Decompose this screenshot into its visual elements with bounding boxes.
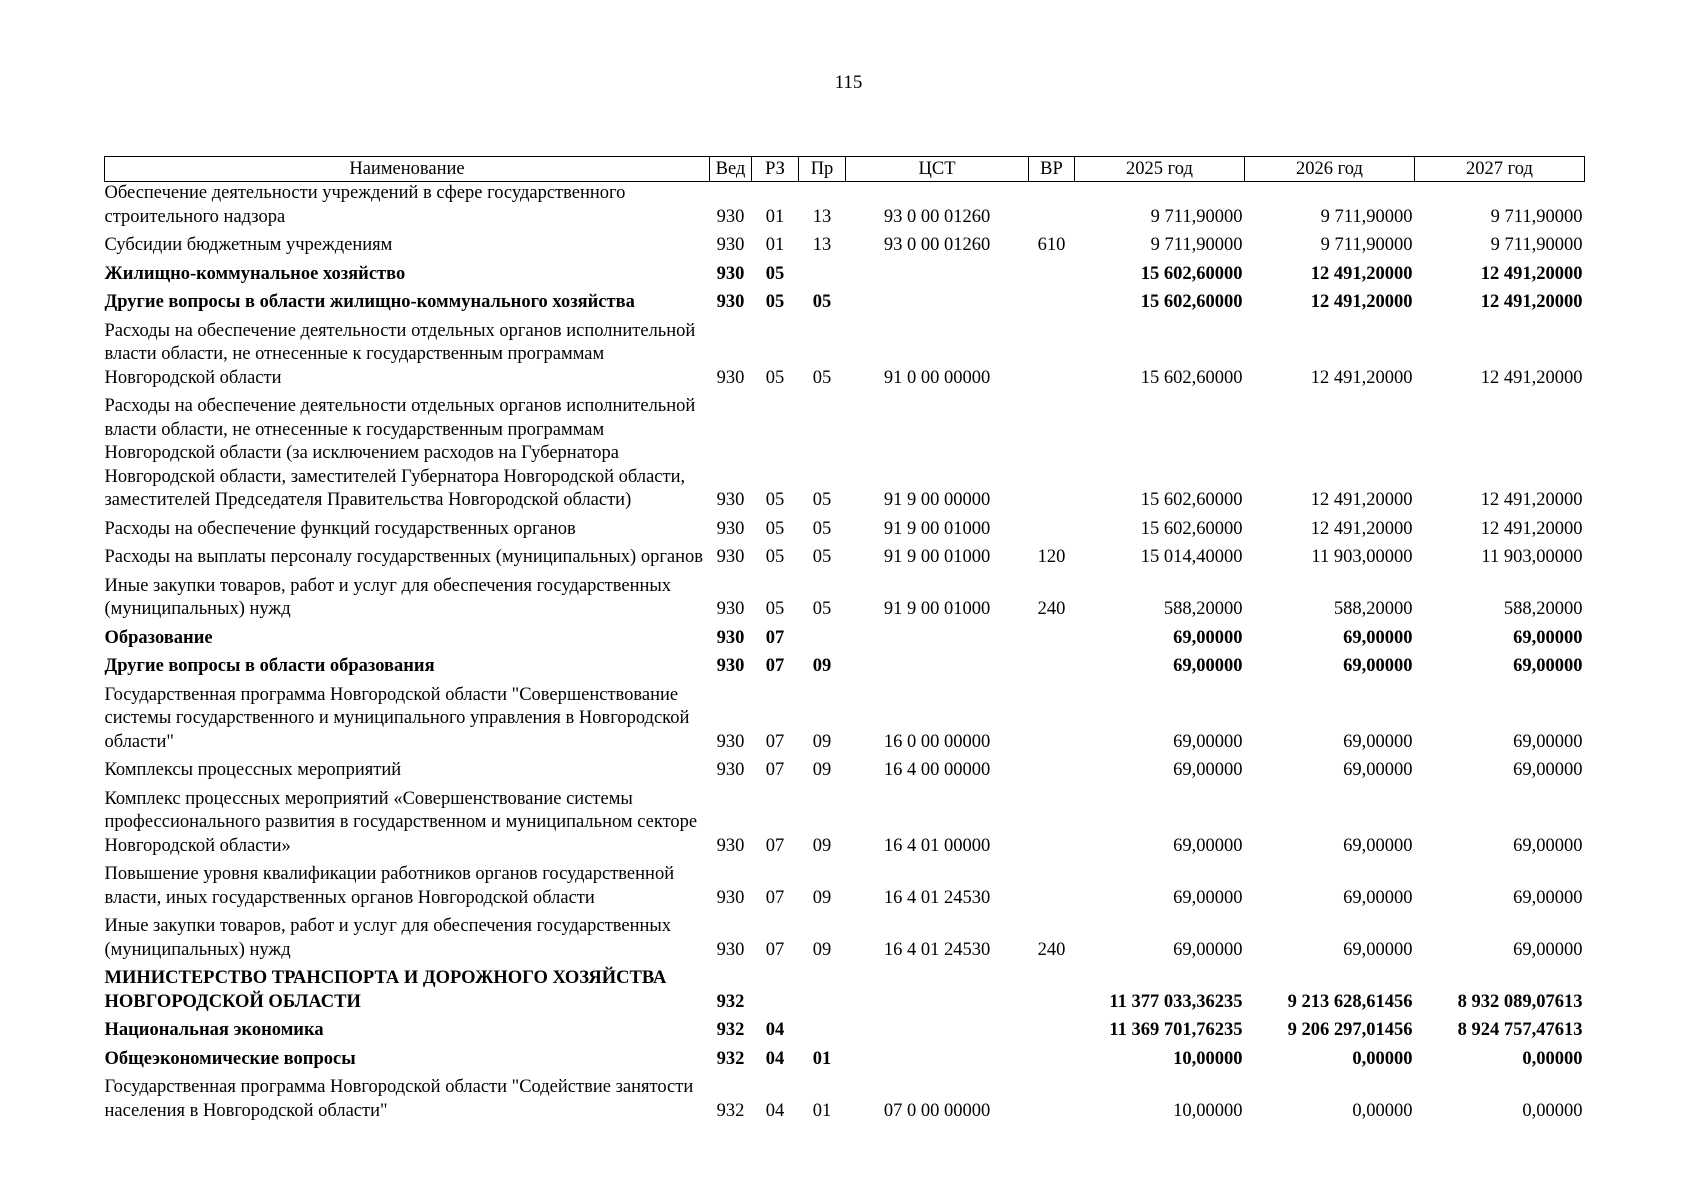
table-row (105, 1076, 1585, 1128)
cell-rz: 05 (765, 367, 785, 388)
cell-cst: 91 9 00 00000 (883, 490, 991, 510)
cell-cst: 07 0 00 00000 (883, 1100, 991, 1121)
cell-cst: 91 9 00 01000 (883, 518, 991, 539)
cell-rz: 04 (765, 1100, 785, 1121)
cell-2026: 69,00000 (1343, 835, 1413, 856)
cell-2026: 12 491,20000 (1310, 292, 1413, 312)
cell-cst (846, 263, 1029, 292)
cell-rz: 04 (765, 1048, 785, 1069)
cell-vr (1029, 320, 1075, 396)
cell-rz: 07 (765, 627, 785, 648)
table-row (105, 182, 1585, 235)
header-ved: Вед (710, 157, 752, 182)
cell-2027: 8 924 757,47613 (1457, 1020, 1583, 1040)
cell-rz: 01 (765, 235, 785, 255)
cell-2025: 588,20000 (1163, 599, 1243, 619)
cell-rz: 07 (765, 939, 785, 960)
cell-vr (1029, 291, 1075, 320)
cell-pr: 13 (812, 235, 832, 255)
table-body (105, 182, 1585, 1129)
cell-name: Иные закупки товаров, работ и услуг для обеспечения государственных (муниципальных) нужд (104, 916, 672, 960)
cell-pr: 05 (812, 292, 832, 312)
cell-cst: 16 0 00 00000 (883, 731, 991, 752)
cell-2025: 15 602,60000 (1140, 263, 1243, 284)
cell-vr (1029, 655, 1075, 684)
page-number: 115 (834, 72, 863, 93)
cell-2027: 69,00000 (1513, 939, 1583, 960)
cell-vr (1029, 263, 1075, 292)
cell-ved: 930 (716, 656, 745, 676)
table-row (105, 967, 1585, 1019)
cell-2027: 8 932 089,07613 (1457, 991, 1583, 1012)
cell-name: Общеэкономические вопросы (104, 1048, 356, 1069)
cell-cst: 16 4 01 00000 (883, 835, 991, 856)
cell-vr (1029, 395, 1075, 518)
table-row (105, 684, 1585, 760)
cell-2027: 0,00000 (1522, 1048, 1583, 1069)
cell-pr: 05 (812, 547, 832, 567)
cell-ved: 930 (716, 939, 745, 960)
cell-2026: 12 491,20000 (1310, 518, 1413, 539)
cell-name: Другие вопросы в области жилищно-коммунального хозяйства (104, 292, 635, 312)
cell-cst: 93 0 00 01260 (883, 206, 991, 227)
cell-2025: 69,00000 (1173, 887, 1243, 908)
cell-2025: 69,00000 (1173, 835, 1243, 856)
cell-ved: 930 (716, 235, 745, 255)
cell-2025: 69,00000 (1173, 760, 1243, 780)
cell-2026: 12 491,20000 (1310, 490, 1413, 510)
cell-cst: 16 4 01 24530 (883, 887, 991, 908)
cell-name: Расходы на выплаты персоналу государственных (муниципальных) органов (104, 547, 704, 567)
cell-2026: 69,00000 (1343, 887, 1413, 908)
table-row (105, 518, 1585, 547)
header-2027: 2027 год (1415, 157, 1585, 182)
cell-cst: 91 9 00 01000 (883, 599, 991, 619)
cell-name: Расходы на обеспечение деятельности отдельных органов исполнительной власти области, не отнесенные к государственным программам Новгородской области (за исключением расходов на Губернатора Новгородской области, заместителей Губернатора Новгородской области, заместителей Председателя Правительства Новгородской области) (104, 396, 696, 510)
cell-2025: 10,00000 (1173, 1100, 1243, 1121)
cell-2027: 12 491,20000 (1480, 263, 1583, 284)
cell-2027: 12 491,20000 (1480, 292, 1583, 312)
cell-pr: 09 (812, 731, 832, 752)
cell-2025: 69,00000 (1173, 939, 1243, 960)
cell-cst (846, 967, 1029, 1019)
cell-name: Жилищно-коммунальное хозяйство (104, 263, 406, 284)
cell-name: Другие вопросы в области образования (104, 656, 435, 676)
cell-rz (752, 967, 799, 1019)
cell-2025: 11 369 701,76235 (1109, 1020, 1243, 1040)
cell-name: Обеспечение деятельности учреждений в сфере государственного строительного надзора (104, 183, 626, 227)
cell-ved: 930 (716, 731, 745, 752)
cell-pr: 05 (812, 518, 832, 539)
cell-rz: 07 (765, 835, 785, 856)
cell-pr (799, 263, 846, 292)
table-row (105, 546, 1585, 575)
cell-pr: 01 (812, 1048, 832, 1069)
cell-ved: 930 (716, 292, 745, 312)
cell-2027: 588,20000 (1503, 599, 1583, 619)
cell-vr (1029, 518, 1075, 547)
table-row (105, 863, 1585, 915)
cell-2026: 12 491,20000 (1310, 263, 1413, 284)
cell-ved: 930 (716, 627, 745, 648)
table-row (105, 263, 1585, 292)
cell-ved: 932 (716, 1020, 745, 1040)
header-name: Наименование (105, 157, 710, 182)
cell-name: Государственная программа Новгородской области "Совершенствование системы государственного и муниципального управления в Новгородской области" (104, 684, 690, 752)
cell-vr (1029, 1019, 1075, 1048)
cell-2025: 15 602,60000 (1140, 518, 1243, 539)
cell-2027: 0,00000 (1522, 1100, 1583, 1121)
header-rz: РЗ (752, 157, 799, 182)
cell-ved: 930 (716, 367, 745, 388)
cell-cst (846, 1019, 1029, 1048)
cell-rz: 05 (765, 547, 785, 567)
cell-vr (1029, 759, 1075, 788)
cell-2026: 69,00000 (1343, 656, 1413, 676)
cell-2027: 69,00000 (1513, 656, 1583, 676)
cell-2025: 9 711,90000 (1150, 235, 1243, 255)
cell-ved: 930 (716, 490, 745, 510)
cell-2027: 9 711,90000 (1490, 206, 1583, 227)
cell-vr (1029, 1076, 1075, 1128)
header-pr: Пр (799, 157, 846, 182)
cell-2027: 69,00000 (1513, 731, 1583, 752)
cell-2025: 15 602,60000 (1140, 490, 1243, 510)
header-vr: ВР (1029, 157, 1075, 182)
cell-pr: 13 (812, 206, 832, 227)
cell-pr (799, 627, 846, 656)
cell-pr: 09 (812, 760, 832, 780)
cell-pr: 09 (812, 939, 832, 960)
cell-pr: 09 (812, 887, 832, 908)
cell-name: Субсидии бюджетным учреждениям (104, 235, 393, 255)
cell-pr: 01 (812, 1100, 832, 1121)
cell-2025: 69,00000 (1173, 627, 1243, 648)
cell-2026: 9 213 628,61456 (1287, 991, 1413, 1012)
cell-ved: 932 (716, 1048, 745, 1069)
cell-vr: 240 (1037, 939, 1066, 960)
table-row (105, 627, 1585, 656)
cell-2025: 11 377 033,36235 (1109, 991, 1243, 1012)
table-row (105, 234, 1585, 263)
cell-cst (846, 1048, 1029, 1077)
cell-name: Повышение уровня квалификации работников органов государственной власти, иных государственных органов Новгородской области (104, 864, 675, 908)
cell-2027: 69,00000 (1513, 760, 1583, 780)
cell-name: Расходы на обеспечение деятельности отдельных органов исполнительной власти области, не отнесенные к государственным программам Новгородской области (104, 320, 696, 388)
cell-2026: 588,20000 (1333, 599, 1413, 619)
cell-2026: 69,00000 (1343, 731, 1413, 752)
cell-ved: 930 (716, 835, 745, 856)
cell-cst: 16 4 00 00000 (883, 760, 991, 780)
cell-2026: 12 491,20000 (1310, 367, 1413, 388)
cell-rz: 05 (765, 292, 785, 312)
cell-2026: 69,00000 (1343, 627, 1413, 648)
cell-pr: 09 (812, 656, 832, 676)
cell-ved: 930 (716, 887, 745, 908)
cell-name: Государственная программа Новгородской области "Содействие занятости населения в Новгородской области" (104, 1077, 694, 1121)
cell-ved: 930 (716, 206, 745, 227)
cell-vr (1029, 627, 1075, 656)
cell-pr (799, 1019, 846, 1048)
cell-2027: 69,00000 (1513, 627, 1583, 648)
cell-rz: 07 (765, 656, 785, 676)
table-row (105, 655, 1585, 684)
cell-2026: 9 206 297,01456 (1287, 1020, 1413, 1040)
cell-vr (1029, 788, 1075, 864)
cell-vr: 240 (1037, 599, 1066, 619)
cell-rz: 07 (765, 887, 785, 908)
cell-name: Иные закупки товаров, работ и услуг для обеспечения государственных (муниципальных) нужд (104, 575, 672, 619)
cell-pr: 05 (812, 490, 832, 510)
cell-2026: 9 711,90000 (1320, 206, 1413, 227)
budget-table (104, 156, 1585, 1128)
cell-vr (1029, 863, 1075, 915)
cell-rz: 07 (765, 760, 785, 780)
cell-pr: 05 (812, 367, 832, 388)
cell-cst (846, 655, 1029, 684)
cell-pr: 09 (812, 835, 832, 856)
cell-cst: 91 9 00 01000 (883, 547, 991, 567)
cell-ved: 930 (716, 599, 745, 619)
cell-2025: 15 014,40000 (1140, 547, 1243, 567)
cell-2027: 69,00000 (1513, 887, 1583, 908)
cell-cst: 91 0 00 00000 (883, 367, 991, 388)
table-row (105, 395, 1585, 518)
cell-2027: 69,00000 (1513, 835, 1583, 856)
cell-2027: 12 491,20000 (1480, 367, 1583, 388)
cell-name: МИНИСТЕРСТВО ТРАНСПОРТА И ДОРОЖНОГО ХОЗЯЙСТВА НОВГОРОДСКОЙ ОБЛАСТИ (104, 968, 667, 1012)
cell-rz: 05 (765, 490, 785, 510)
cell-name: Образование (104, 627, 213, 648)
table-row (105, 1019, 1585, 1048)
cell-rz: 04 (765, 1020, 785, 1040)
cell-rz: 07 (765, 731, 785, 752)
cell-name: Национальная экономика (104, 1020, 324, 1040)
cell-vr: 610 (1037, 235, 1066, 255)
table-row (105, 291, 1585, 320)
cell-vr: 120 (1037, 547, 1066, 567)
cell-2025: 69,00000 (1173, 656, 1243, 676)
cell-cst (846, 291, 1029, 320)
cell-rz: 05 (765, 599, 785, 619)
cell-ved: 932 (716, 1100, 745, 1121)
cell-vr (1029, 967, 1075, 1019)
table-row (105, 915, 1585, 967)
cell-2025: 9 711,90000 (1150, 206, 1243, 227)
header-2026: 2026 год (1245, 157, 1415, 182)
cell-2026: 69,00000 (1343, 939, 1413, 960)
cell-2026: 9 711,90000 (1320, 235, 1413, 255)
table-header (105, 157, 1585, 182)
cell-name: Расходы на обеспечение функций государственных органов (104, 518, 576, 539)
table-row (105, 759, 1585, 788)
header-cst: ЦСТ (846, 157, 1029, 182)
cell-rz: 01 (765, 206, 785, 227)
table-row (105, 788, 1585, 864)
cell-cst: 16 4 01 24530 (883, 939, 991, 960)
cell-2027: 11 903,00000 (1481, 547, 1583, 567)
cell-2025: 69,00000 (1173, 731, 1243, 752)
cell-2027: 9 711,90000 (1490, 235, 1583, 255)
table-row (105, 320, 1585, 396)
cell-rz: 05 (765, 518, 785, 539)
cell-2025: 15 602,60000 (1140, 367, 1243, 388)
cell-ved: 932 (716, 991, 745, 1012)
cell-vr (1029, 684, 1075, 760)
header-2025: 2025 год (1075, 157, 1245, 182)
cell-pr (799, 967, 846, 1019)
cell-ved: 930 (716, 760, 745, 780)
cell-pr: 05 (812, 599, 832, 619)
cell-2025: 15 602,60000 (1140, 292, 1243, 312)
cell-2027: 12 491,20000 (1480, 490, 1583, 510)
cell-rz: 05 (765, 263, 785, 284)
cell-ved: 930 (716, 263, 745, 284)
cell-name: Комплекс процессных мероприятий «Совершенствование системы профессионального развития в государственном и муниципальном секторе Новгородской области» (104, 788, 698, 856)
cell-2026: 11 903,00000 (1311, 547, 1413, 567)
cell-2026: 0,00000 (1352, 1100, 1413, 1121)
table-row (105, 1048, 1585, 1077)
cell-vr (1029, 1048, 1075, 1077)
cell-2027: 12 491,20000 (1480, 518, 1583, 539)
table-row (105, 575, 1585, 627)
cell-ved: 930 (716, 518, 745, 539)
cell-cst (846, 627, 1029, 656)
cell-2026: 0,00000 (1352, 1048, 1413, 1069)
cell-2025: 10,00000 (1173, 1048, 1243, 1069)
cell-cst: 93 0 00 01260 (883, 235, 991, 255)
cell-vr (1029, 182, 1075, 235)
cell-ved: 930 (716, 547, 745, 567)
cell-name: Комплексы процессных мероприятий (104, 760, 402, 780)
cell-2026: 69,00000 (1343, 760, 1413, 780)
